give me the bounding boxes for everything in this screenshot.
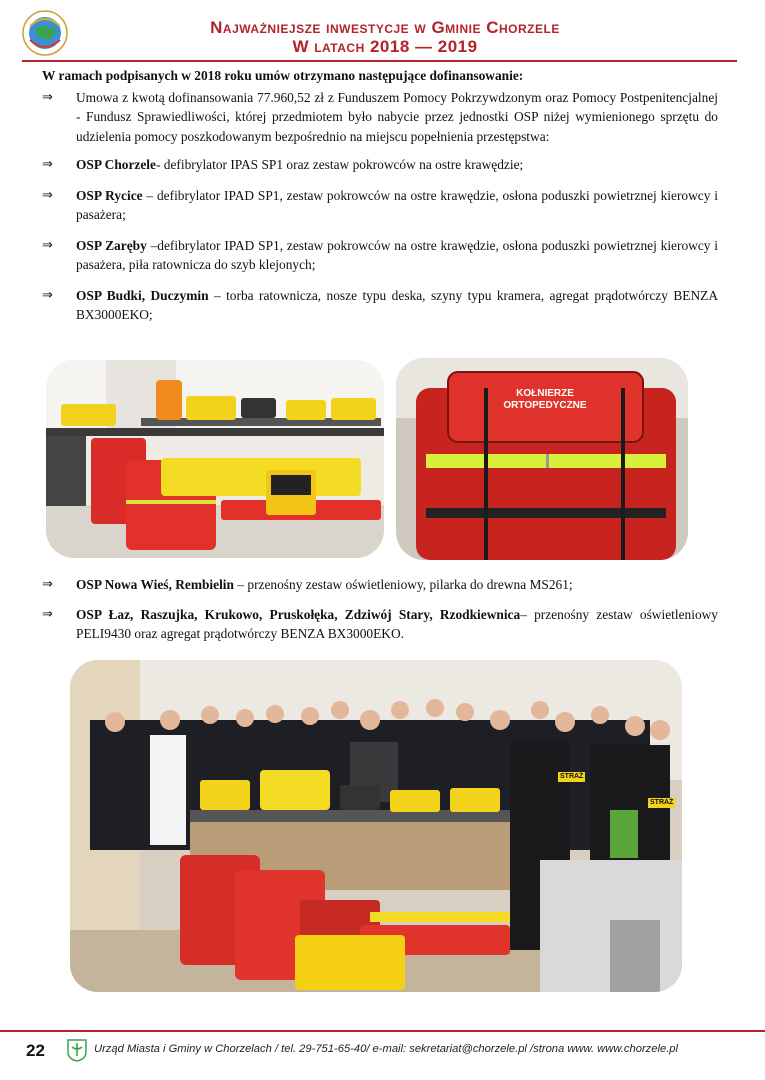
item-text: – przenośny zestaw oświetleniowy, pilarka do drewna MS261; xyxy=(233,577,573,592)
title-line-2: W latach 2018 — 2019 xyxy=(292,37,478,56)
item-lead: OSP Budki, Duczymin xyxy=(76,287,209,303)
arrow-bullet-icon: ⇒ xyxy=(42,237,53,253)
page-title xyxy=(80,18,690,56)
arrow-bullet-icon: ⇒ xyxy=(42,606,53,622)
arrow-bullet-icon: ⇒ xyxy=(42,577,53,592)
list-item xyxy=(42,605,718,644)
gmina-logo-icon xyxy=(22,10,68,56)
footer-rule xyxy=(0,1030,765,1032)
arrow-bullet-icon: ⇒ xyxy=(42,89,53,105)
title-line-1: Najważniejsze inwestycje w Gminie Chorzele xyxy=(210,18,560,37)
gmina-emblem-icon xyxy=(66,1038,88,1062)
straz-badge: STRAŻ xyxy=(560,773,584,780)
list-item xyxy=(42,186,718,225)
header-rule xyxy=(22,60,737,62)
item-text: – przenośny zestaw oświetleniowy PELI9430 oraz agregat prądotwórczy BENZA BX3000EKO. xyxy=(76,606,719,641)
item-text: - defibrylator IPAS SP1 oraz zestaw pokrowców na ostre krawędzie; xyxy=(155,157,524,172)
item-lead: OSP Chorzele xyxy=(76,157,156,172)
list-item xyxy=(42,155,718,175)
rescue-bag-photo xyxy=(396,358,688,560)
straz-badge: STRAŻ xyxy=(650,799,674,806)
arrow-bullet-icon: ⇒ xyxy=(42,187,53,203)
page-number: 22 xyxy=(26,1041,45,1060)
item-lead: OSP Łaz, Raszujka, Krukowo, Pruskołęka, Zdziwój Stary, Rzodkiewnica xyxy=(76,606,521,622)
arrow-bullet-icon: ⇒ xyxy=(42,287,53,303)
item-text: – defibrylator IPAD SP1, zestaw pokrowców na ostre krawędzie, osłona poduszki powietrznej kierowcy i pasażera; xyxy=(76,187,718,222)
item-text: –defibrylator IPAD SP1, zestaw pokrowców na ostre krawędzie, osłona poduszki powietrznej kierowcy i pasażera, piła ratownicza do szyb klejonych; xyxy=(76,237,718,272)
article-body xyxy=(42,66,718,325)
article-body-continued xyxy=(42,575,718,644)
list-item xyxy=(42,575,718,595)
footer-contact: Urząd Miasta i Gminy w Chorzelach / tel. 29-751-65-40/ e-mail: sekretariat@chorzele.pl /strona www. www.chorzele.pl xyxy=(94,1043,679,1055)
list-item xyxy=(42,236,718,275)
intro-paragraph: W ramach podpisanych w 2018 roku umów otrzymano następujące dofinansowanie: xyxy=(42,68,524,83)
arrow-bullet-icon: ⇒ xyxy=(42,157,53,172)
equipment-photo xyxy=(46,360,384,558)
item-lead: OSP Zaręby xyxy=(76,237,147,253)
item-lead: OSP Nowa Wieś, Rembielin xyxy=(76,577,234,592)
item-text: Umowa z kwotą dofinansowania 77.960,52 zł z Funduszem Pomocy Pokrzywdzonym oraz Pomocy Postpenitencjalnej - Fundusz Sprawiedliwości, której przedmiotem było nabycie przez jednostki OSP niżej wymienionego sprzętu do udzielenia pomocy poszkodowanym bezpośrednio na miejscu popełnienia przestępstwa: xyxy=(76,89,718,144)
list-item xyxy=(42,88,718,147)
item-lead: OSP Rycice xyxy=(76,187,143,203)
item-text: – torba ratownicza, nosze typu deska, szyny typu kramera, agregat prądotwórczy BENZA BX3000EKO; xyxy=(76,287,718,322)
bag-label: KOŁNIERZE ORTOPEDYCZNE xyxy=(503,388,587,411)
list-item xyxy=(42,286,718,325)
firefighters-group-photo xyxy=(70,660,682,992)
